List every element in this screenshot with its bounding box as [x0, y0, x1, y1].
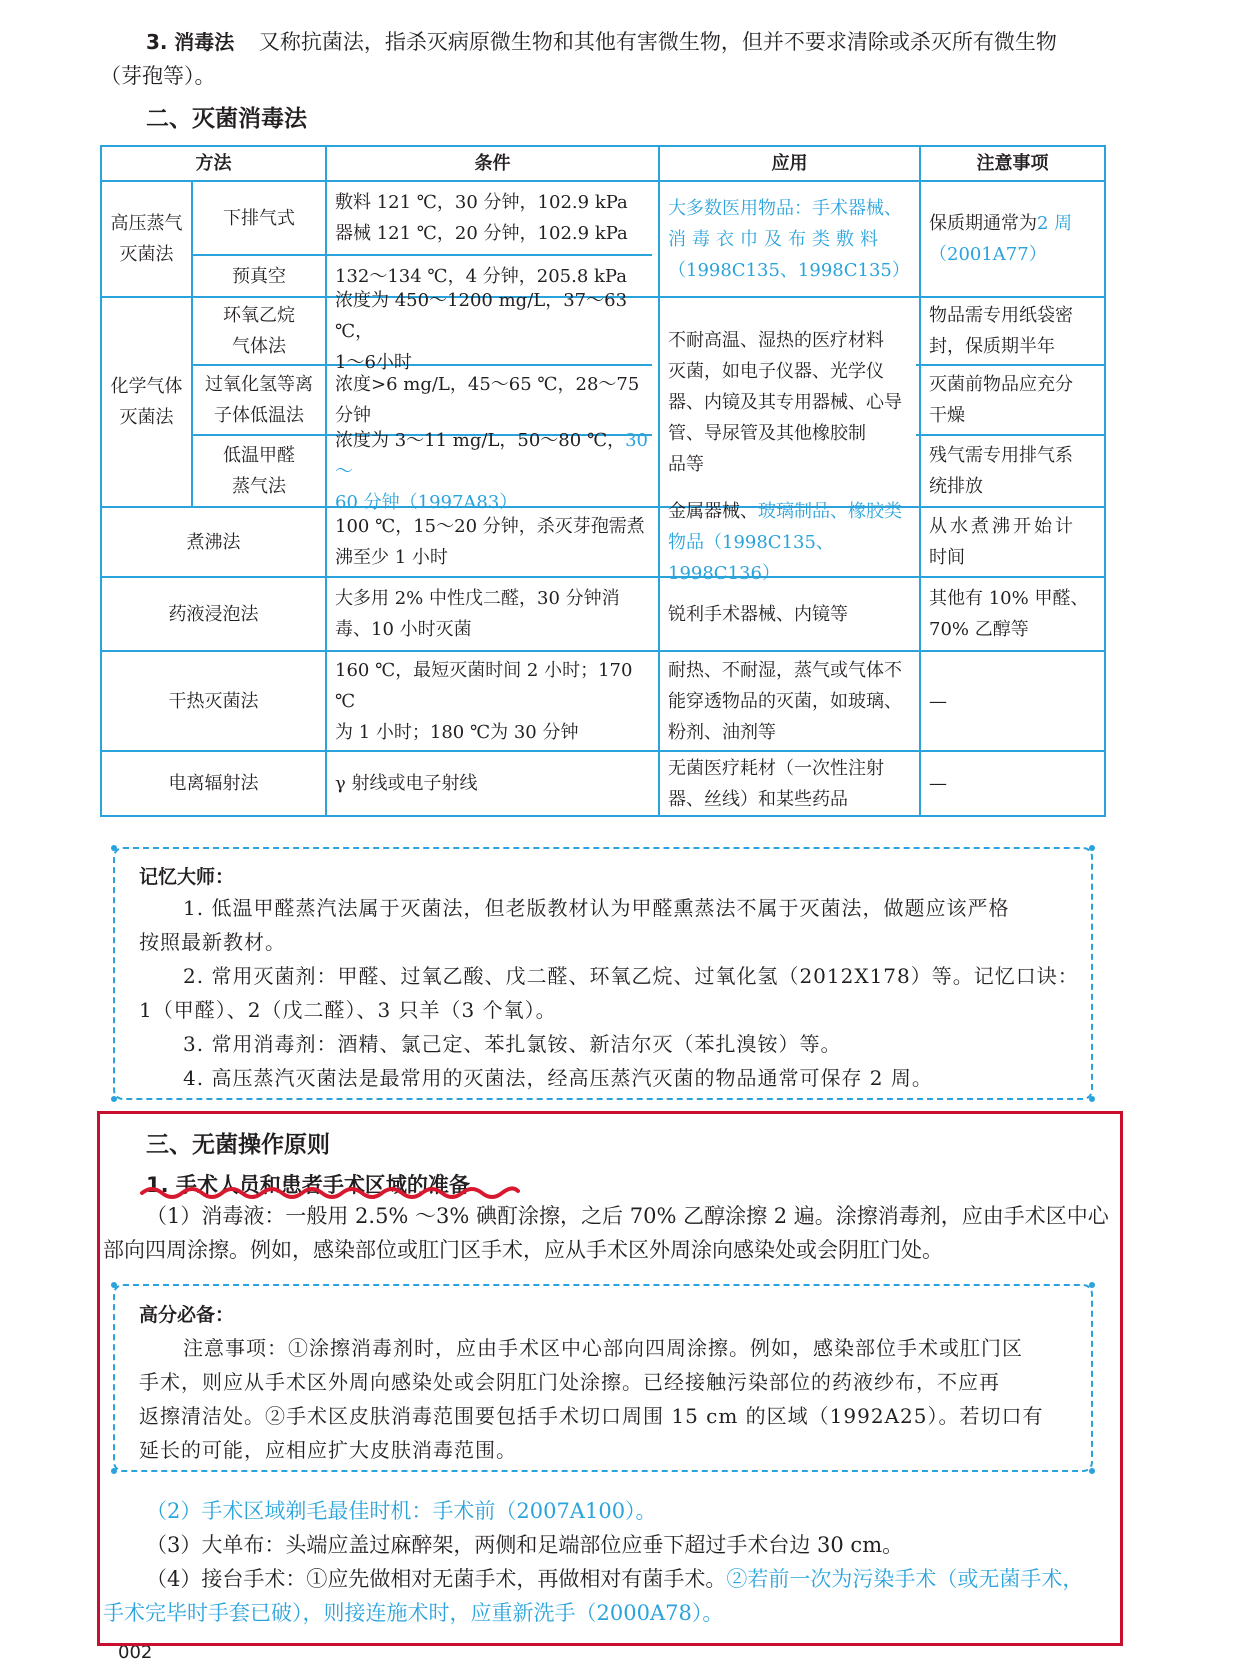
paragraph-3: （3）大单布：头端应盖过麻醉架，两侧和足端部位应垂下超过手术台边 30 cm。 — [146, 1533, 904, 1557]
submethod-h2o2-plasma: 过氧化氢等离 子体低温法 — [205, 374, 313, 426]
condition-soaking: 大多用 2% 中性戊二醛，30 分钟消 毒、10 小时灭菌 — [335, 588, 620, 640]
score-tip-line: 手术，则应从手术区外周向感染处或会阴肛门处涂擦。已经接触污染部位的药液纱布，不应再 — [139, 1370, 1000, 1394]
submethod-prevacuum: 预真空 — [232, 265, 286, 287]
intro-text: 又称抗菌法，指杀灭病原微生物和其他有害微生物，但并不要求清除或杀灭所有微生物 — [258, 30, 1057, 54]
paragraph-2: （2）手术区域剃毛最佳时机：手术前（2007A100）。 — [146, 1499, 657, 1523]
submethod-downward: 下排气式 — [223, 207, 295, 229]
section2-heading: 二、灭菌消毒法 — [146, 106, 307, 132]
method-autoclave: 高压蒸气 灭菌法 — [110, 213, 183, 265]
note-boiling: 从水煮沸开始计 时间 — [929, 516, 1076, 568]
paragraph-1-line-1: （1）消毒液：一般用 2.5% ～3% 碘酊涂擦，之后 70% 乙醇涂擦 2 遍。涂擦消毒剂，应由手术区中心 — [146, 1204, 1109, 1228]
application-boiling: 金属器械、玻璃制品、橡胶类 物品（1998C135、1998C136） — [668, 500, 902, 584]
note-eto: 物品需专用纸袋密 封，保质期半年 — [929, 305, 1073, 357]
intro-paragraph — [146, 25, 1126, 59]
condition-radiation: γ 射线或电子射线 — [335, 773, 478, 794]
header-application: 应用 — [771, 153, 808, 174]
intro-term: 消毒法 — [174, 30, 235, 54]
application-dry-heat: 耐热、不耐湿，蒸气或气体不 能穿透物品的灭菌，如玻璃、 粉剂、油剂等 — [668, 659, 902, 743]
paragraph-4-cont: 手术完毕时手套已破），则接连施术时，应重新洗手（2000A78）。 — [103, 1601, 724, 1625]
note-soaking: 其他有 10% 甲醛、 70% 乙醇等 — [929, 588, 1089, 640]
header-method: 方法 — [195, 153, 232, 174]
memory-tip-line: 1. 低温甲醛蒸汽法属于灭菌法，但老版教材认为甲醛熏蒸法不属于灭菌法，做题应该严格 — [183, 896, 1010, 920]
memory-tip-line: 3. 常用消毒剂：酒精、氯己定、苯扎氯铵、新洁尔灭（苯扎溴铵）等。 — [183, 1032, 842, 1056]
paragraph-1-line-2: 部向四周涂擦。例如，感染部位或肛门区手术，应从手术区外周涂向感染处或会阴肛门处。 — [103, 1238, 943, 1262]
method-soaking: 药液浸泡法 — [168, 603, 259, 625]
method-dry-heat: 干热灭菌法 — [168, 690, 259, 712]
submethod-formaldehyde: 低温甲醛 蒸气法 — [223, 445, 295, 497]
memory-tip-line: 1（甲醛）、2（戊二醛）、3 只羊（3 个氧）。 — [139, 998, 557, 1022]
condition-eto: 浓度为 450～1200 mg/L，37～63 ℃， 1～6小时 — [335, 289, 628, 373]
method-chemical-gas: 化学气体 灭菌法 — [110, 376, 183, 428]
application-soaking: 锐利手术器械、内镜等 — [668, 603, 848, 625]
score-tip-title: 高分必备： — [139, 1304, 235, 1326]
note-radiation: — — [929, 773, 947, 794]
condition-dry-heat: 160 ℃，最短灭菌时间 2 小时；170 ℃ 为 1 小时；180 ℃为 30 分钟 — [335, 659, 633, 743]
note-formaldehyde: 残气需专用排气系 统排放 — [929, 445, 1073, 497]
header-condition: 条件 — [474, 153, 511, 174]
method-boiling: 煮沸法 — [186, 531, 241, 553]
paragraph-4: （4）接台手术：①应先做相对无菌手术，再做相对有菌手术。②若前一次为污染手术（或无菌手术， — [146, 1567, 1084, 1591]
memory-tip-line: 2. 常用灭菌剂：甲醛、过氧乙酸、戊二醛、环氧乙烷、过氧化氢（2012X178）等。记忆口诀： — [183, 964, 1079, 988]
header-notes: 注意事项 — [976, 153, 1049, 174]
application-chemical-gas: 不耐高温、湿热的医疗材料 灭菌，如电子仪器、光学仪 器、内镜及其专用器械、心导 管、导尿管及其他橡胶制 品等 — [668, 329, 902, 475]
score-tip-line: 延长的可能，应相应扩大皮肤消毒范围。 — [139, 1438, 517, 1462]
intro-text-cont: （芽孢等）。 — [100, 64, 216, 88]
score-tip-box — [113, 1284, 1093, 1472]
intro-number: 3. — [146, 30, 168, 54]
memory-tip-title: 记忆大师： — [139, 866, 235, 888]
score-tip-line: 返擦清洁处。②手术区皮肤消毒范围要包括手术切口周围 15 cm 的区域（1992A25）。若切口有 — [139, 1404, 1044, 1428]
note-h2o2-plasma: 灭菌前物品应充分 干燥 — [929, 374, 1073, 426]
condition-downward: 敷料 121 ℃，30 分钟，102.9 kPa 器械 121 ℃，20 分钟，102.9 kPa — [335, 192, 628, 244]
score-tip-line: 注意事项：①涂擦消毒剂时，应由手术区中心部向四周涂擦。例如，感染部位手术或肛门区 — [183, 1336, 1023, 1360]
sterilization-table — [100, 145, 1106, 817]
note-dry-heat: — — [929, 690, 947, 712]
condition-boiling: 100 ℃，15～20 分钟，杀灭芽孢需煮 沸至少 1 小时 — [335, 516, 645, 568]
method-radiation: 电离辐射法 — [168, 773, 259, 794]
note-autoclave: 保质期通常为2 周 （2001A77） — [929, 213, 1073, 265]
condition-h2o2-plasma: 浓度>6 mg/L，45～65 ℃，28～75 分钟 — [335, 374, 640, 426]
memory-tip-line: 4. 高压蒸汽灭菌法是最常用的灭菌法，经高压蒸汽灭菌的物品通常可保存 2 周。 — [183, 1066, 933, 1090]
page-number: 002 — [118, 1646, 153, 1660]
condition-prevacuum: 132～134 ℃，4 分钟，205.8 kPa — [335, 265, 627, 287]
condition-formaldehyde: 浓度为 3～11 mg/L，50～80 ℃，30～ 60 分钟（1997A83） — [335, 429, 648, 513]
sub1-heading: 1. 手术人员和患者手术区域的准备 — [146, 1173, 470, 1197]
memory-tip-box — [113, 847, 1093, 1100]
submethod-eto: 环氧乙烷 气体法 — [223, 305, 295, 357]
application-autoclave: 大多数医用物品：手术器械、 消毒衣巾及布类敷料 （1998C135、1998C135） — [668, 197, 910, 281]
section3-heading: 三、无菌操作原则 — [146, 1132, 330, 1158]
application-radiation: 无菌医疗耗材（一次性注射 器、丝线）和某些药品 — [668, 757, 884, 810]
memory-tip-line: 按照最新教材。 — [139, 930, 286, 954]
